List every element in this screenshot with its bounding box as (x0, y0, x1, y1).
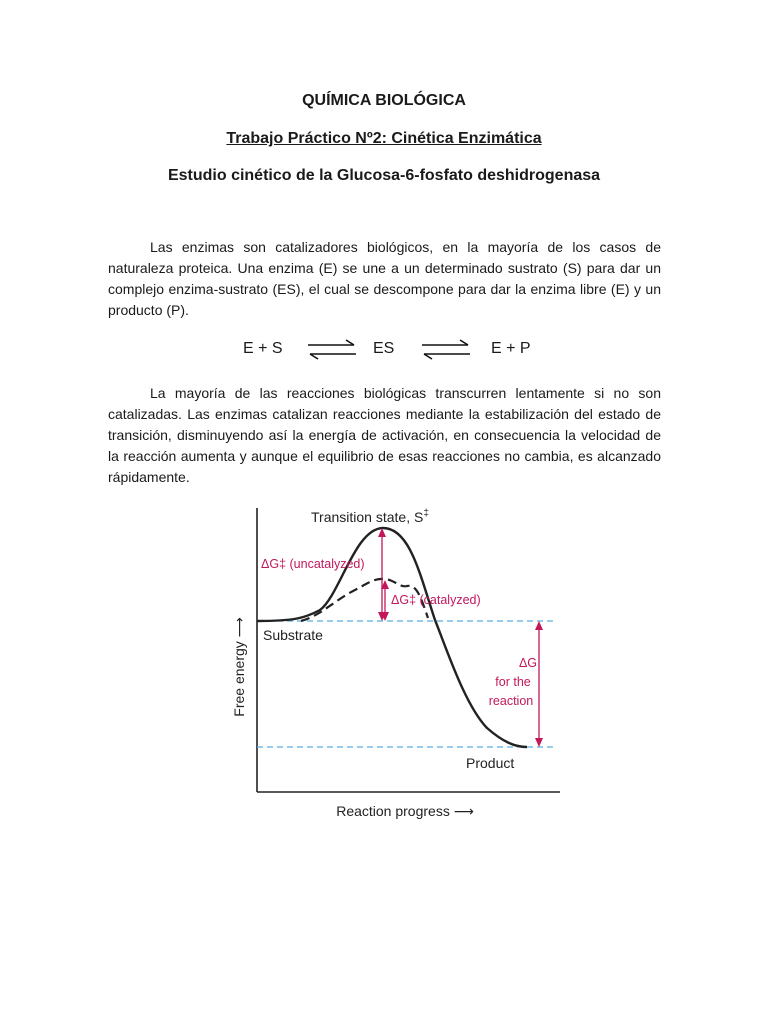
dg-reaction-arrow-icon (535, 621, 543, 747)
study-title: Estudio cinético de la Glucosa-6-fosfato deshidrogenasa (167, 167, 601, 184)
equilibrium-arrow-1-icon (306, 337, 358, 361)
equilibrium-arrow-2-icon (420, 337, 472, 361)
dg-reaction-label-1: ΔG (518, 656, 538, 670)
dg-reaction-label-3: reaction (488, 694, 534, 708)
intro-paragraph: Las enzimas son catalizadores biológicos, en la mayoría de los casos de naturaleza proteica. Una enzima (E) se une a un determinado sustrato (S) para dar un complejo enzima-sustrato (ES), el cual se descompone para dar la enzima libre (E) y un producto (P). (108, 239, 661, 318)
practical-title (0, 130, 768, 148)
dg-reaction-label-2: for the (495, 675, 531, 689)
equation-complex: ES (373, 340, 395, 357)
transition-state-label: Transition state, S‡ (311, 508, 429, 525)
x-axis-label: Reaction progress ⟶ (336, 803, 474, 819)
dg-catalyzed-label: ΔG‡ (catalyzed) (391, 593, 481, 607)
energy-diagram (225, 500, 570, 830)
product-label: Product (466, 755, 515, 771)
y-axis-label: Free energy ⟶ (231, 617, 247, 717)
practical-title-text: Trabajo Práctico Nº2: Cinética Enzimática (226, 130, 542, 147)
substrate-label: Substrate (263, 627, 323, 643)
dg-uncatalyzed-label: ΔG‡ (uncatalyzed) (261, 557, 365, 571)
equation-reactants: E + S (243, 340, 283, 357)
page-title: QUÍMICA BIOLÓGICA (302, 92, 466, 109)
catalysis-paragraph: La mayoría de las reacciones biológicas transcurren lentamente si no son catalizadas. Las enzimas catalizan reacciones mediante la estabilización del estado de transición, disminuyendo así la energía de activación, en consecuencia la velocidad de la reacción aumenta y aunque el equilibrio de esas reacciones no cambia, es alcanzado rápidamente. (108, 385, 661, 485)
equation-products: E + P (491, 340, 531, 357)
